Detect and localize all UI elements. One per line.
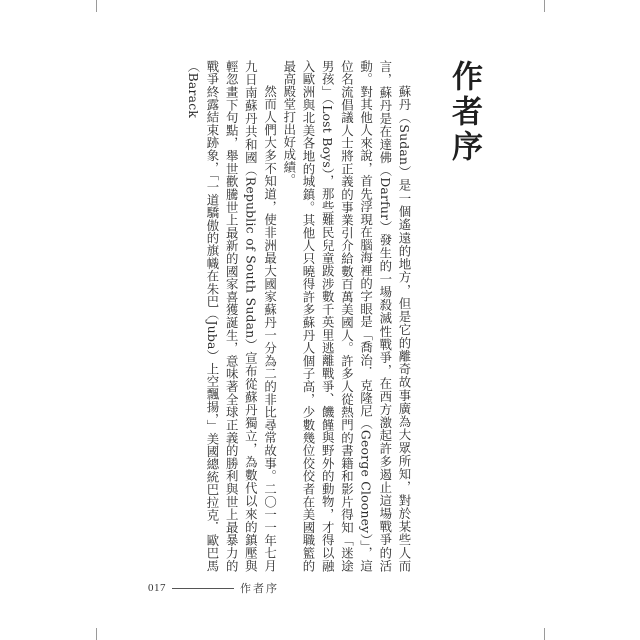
footer-rule (172, 588, 234, 589)
page-number: 017 (148, 582, 166, 594)
running-title: 作者序 (240, 582, 279, 595)
body-text (156, 60, 414, 572)
crop-mark-top-left (96, 0, 97, 12)
paragraph-1: 蘇丹（Sudan）是一個遙遠的地方，但是它的離奇故事廣為大眾所知，對於某些人而言，蘇丹是在達佛（Darfur）發生的一場殺滅性戰爭，在西方激起許多遏止這場戰爭的活動。對其他人來說，首先浮現在腦海裡的字眼是「喬治．克隆尼（George Clooney）」，這位名流倡議人士將正義的事業引介給數百萬美國人。許多人從熱門的書籍和影片得知「迷途男孩」（Lost Boys），那些難民兒童跋涉數千英里逃離戰爭、饑饉與野外的動物，才得以融入歐洲與北美各地的城鎮。其他人只曉得許多蘇丹人個子高，少數幾位佼佼者在美國職籃的最高殿堂打出好成績。 (281, 60, 412, 572)
crop-mark-bottom-left (96, 628, 97, 640)
crop-mark-bottom-right (544, 628, 545, 640)
chapter-title: 作者序 (446, 60, 482, 165)
page-footer (148, 581, 279, 595)
crop-mark-top-right (544, 0, 545, 12)
paragraph-2: 然而人們大多不知道，使非洲最大國家蘇丹一分為二的非比尋常故事。二〇一一年七月九日南蘇丹共和國（Republic of South Sudan）宣布從蘇丹獨立，為數代以來的鎮壓與輕忽畫下句點，舉世歡騰世上最新的國家喜獲誕生，意味著全球正義的勝利與世上最暴力的戰爭終露結束跡象，「一道驕傲的旗幟在朱巴（Juba）上空飄揚，」美國總統巴拉克．歐巴馬（Barack (185, 60, 278, 572)
